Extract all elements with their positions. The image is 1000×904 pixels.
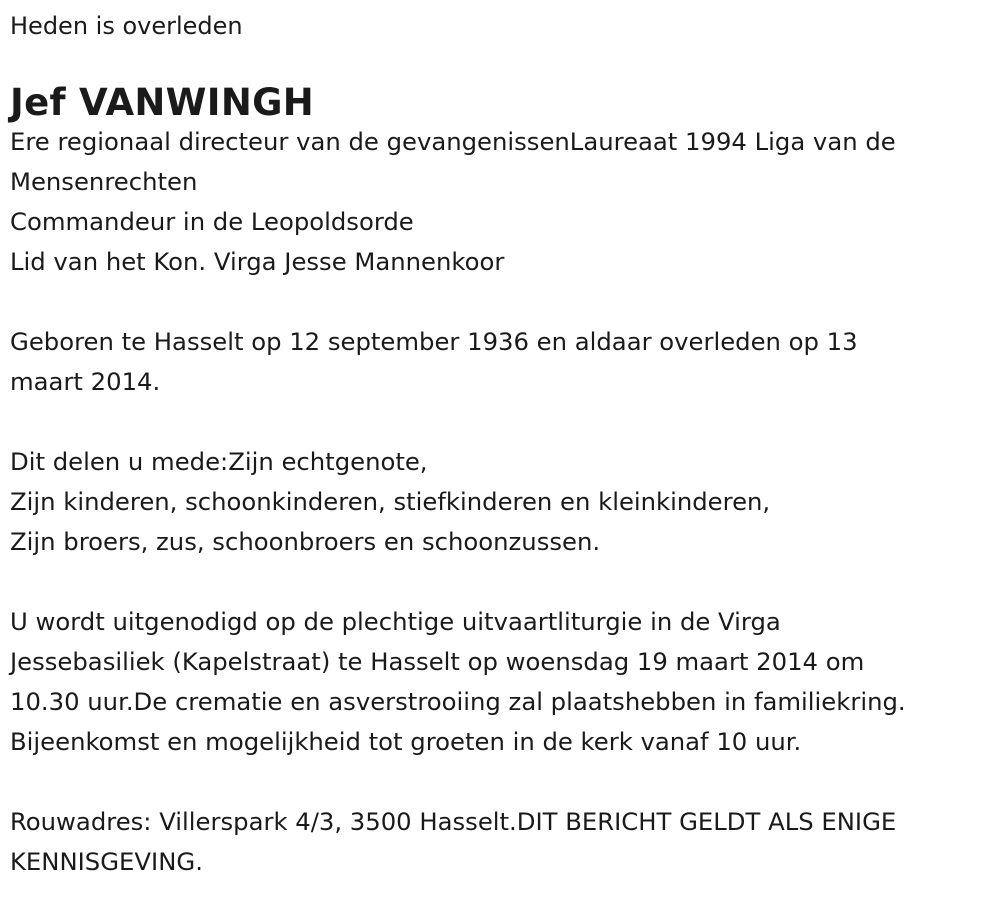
- title-line: Lid van het Kon. Virga Jesse Mannenkoor: [10, 247, 505, 276]
- address-block: [10, 802, 990, 882]
- spacer: [10, 562, 990, 602]
- birth-line: Geboren te Hasselt op 12 september 1936 en aldaar overleden op 13: [10, 327, 858, 356]
- birth-line: maart 2014.: [10, 367, 161, 396]
- spacer: [10, 762, 990, 802]
- family-line: Zijn broers, zus, schoonbroers en schoonzussen.: [10, 527, 601, 556]
- title-line: Mensenrechten: [10, 167, 198, 196]
- family-block: [10, 442, 990, 562]
- titles-block: [10, 122, 990, 282]
- funeral-block: [10, 602, 990, 762]
- funeral-line: Jessebasiliek (Kapelstraat) te Hasselt op woensdag 19 maart 2014 om: [10, 647, 865, 676]
- address-line: Rouwadres: Villerspark 4/3, 3500 Hasselt.DIT BERICHT GELDT ALS ENIGE: [10, 807, 897, 836]
- spacer: [10, 282, 990, 322]
- funeral-line: Bijeenkomst en mogelijkheid tot groeten in de kerk vanaf 10 uur.: [10, 727, 802, 756]
- spacer: [10, 402, 990, 442]
- birth-block: [10, 322, 990, 402]
- family-line: Dit delen u mede:Zijn echtgenote,: [10, 447, 428, 476]
- title-line: Ere regionaal directeur van de gevangenissenLaureaat 1994 Liga van de: [10, 127, 896, 156]
- funeral-line: 10.30 uur.De crematie en asverstrooiing zal plaatshebben in familiekring.: [10, 687, 906, 716]
- address-line: KENNISGEVING.: [10, 847, 203, 876]
- deceased-name: Jef VANWINGH: [10, 81, 315, 124]
- intro-text: Heden is overleden: [10, 12, 243, 40]
- family-line: Zijn kinderen, schoonkinderen, stiefkinderen en kleinkinderen,: [10, 487, 771, 516]
- funeral-line: U wordt uitgenodigd op de plechtige uitvaartliturgie in de Virga: [10, 607, 781, 636]
- title-line: Commandeur in de Leopoldsorde: [10, 207, 414, 236]
